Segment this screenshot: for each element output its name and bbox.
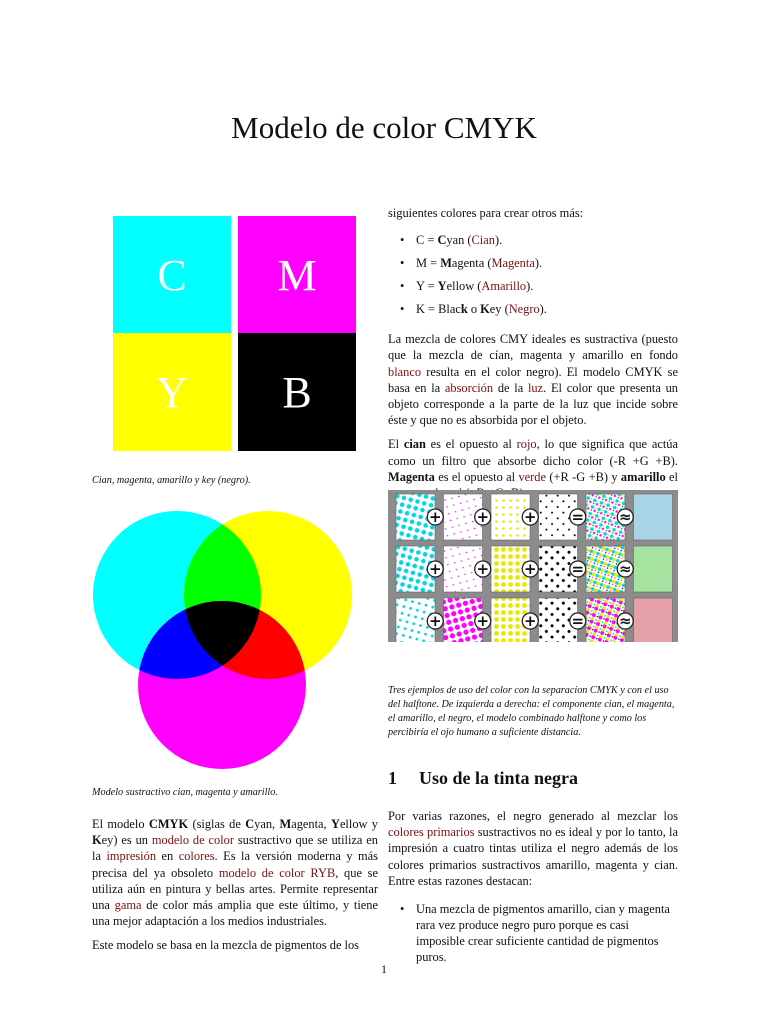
operator-symbol: ≈ [618, 612, 632, 630]
subtractive-venn-diagram [92, 505, 352, 770]
link-impresion[interactable]: impresión [106, 849, 157, 864]
cyan-square [113, 216, 231, 334]
link-modelo-de-color[interactable]: modelo de color [151, 833, 234, 848]
figure-caption-venn: Modelo sustractivo cian, magenta y amarillo. [92, 787, 278, 798]
list-item: • K = Black o Key (Negro). [388, 301, 678, 317]
list-item: • Una mezcla de pigmentos amarillo, cian y magenta rara vez produce negro puro porque es casi imposible crear suficiente cantidad de pigmentos puros. [388, 901, 678, 965]
figure-caption-cmyk: Cian, magenta, amarillo y key (negro). [92, 475, 251, 486]
operator-symbol: = [571, 508, 585, 526]
link-amarillo[interactable]: Amarillo [481, 279, 527, 294]
link-modelo-ryb[interactable]: modelo de color RYB [218, 865, 336, 880]
halftone-grid [388, 490, 678, 642]
operator-symbol: + [523, 560, 537, 578]
link-gama[interactable]: gama [114, 898, 142, 913]
operator-symbol: + [428, 560, 442, 578]
page-title: Modelo de color CMYK [231, 110, 537, 145]
link-rojo[interactable]: rojo [516, 437, 537, 452]
black-ink-paragraph: Por varias razones, el negro generado al mezclar los colores primarios sustractivos no es ideal y por lo tanto, la impresión a cuatro tintas utiliza el negro además de los colores primarios sustractivos amarillo, magenta y cian. Entre estas razones destacan: [388, 809, 678, 888]
magenta-square [238, 216, 356, 334]
perceived-color-cell [634, 546, 673, 592]
operator-symbol: ≈ [618, 560, 632, 578]
cmyk-list [388, 232, 678, 317]
perceived-color-cell [634, 494, 673, 540]
operator-symbol: + [428, 508, 442, 526]
list-item: • Y = Yellow (Amarillo). [388, 278, 678, 294]
subtractive-paragraph: La mezcla de colores CMY ideales es sustractiva (puesto que la mezcla de cían, magenta y amarillo en fondo blanco resulta en el color negro). El modelo CMYK se basa en la absorción de la luz. El color que presenta un objeto corresponde a la parte de la luz que incide sobre éste y que no es absorbida por el objeto. [388, 332, 678, 428]
page-number: 1 [381, 962, 387, 976]
list-item: • C = Cyan (Cian). [388, 232, 678, 248]
link-cian[interactable]: Cian [471, 233, 495, 248]
left-column-text [92, 816, 378, 954]
link-verde[interactable]: verde [518, 469, 546, 484]
list-item: • M = Magenta (Magenta). [388, 255, 678, 271]
operator-symbol: ≈ [618, 508, 632, 526]
section-text [388, 808, 678, 972]
operator-symbol: + [523, 612, 537, 630]
section-heading: 1 Uso de la tinta negra [388, 768, 578, 788]
figure-caption-halftone: Tres ejemplos de uso del color con la separacion CMYK y con el uso del halftone. De izquierda a derecha: el componente cian, el magenta, el amarillo, el negro, el modelo combinado halftone y como los percibiría el ojo humano a suficiente distancia. [388, 685, 675, 738]
square-letter-m: M [277, 250, 317, 300]
yellow-square [113, 333, 231, 451]
colors-intro: siguientes colores para crear otros más: [388, 206, 584, 220]
operator-symbol: = [571, 560, 585, 578]
square-letter-b: B [282, 367, 312, 417]
square-letter-y: Y [156, 367, 188, 417]
operator-symbol: + [476, 508, 490, 526]
intro-paragraph: El modelo CMYK (siglas de Cyan, Magenta, Yellow y Key) es un modelo de color sustractivo que se utiliza en la impresión en colores. Es la versión moderna y más precisa del ya obsoleto modelo de color RYB, que se utiliza aún en pintura y bellas artes. Permite representar una gama de color más amplia que este último, y tiene una mejor adaptación a los medios industriales. [92, 817, 379, 929]
square-letter-c: C [157, 250, 187, 300]
pigments-paragraph: Este modelo se basa en la mezcla de pigmentos de los [92, 938, 360, 953]
operator-symbol: + [476, 560, 490, 578]
link-absorcion[interactable]: absorción [444, 380, 494, 395]
operator-symbol: + [523, 508, 537, 526]
black-square [238, 333, 356, 451]
link-negro[interactable]: Negro [508, 302, 540, 317]
perceived-color-cell [634, 598, 673, 642]
link-luz[interactable]: luz [527, 380, 544, 395]
halftone-figure [388, 490, 678, 642]
link-colores[interactable]: colores [178, 849, 215, 864]
link-blanco[interactable]: blanco [388, 364, 422, 379]
link-magenta[interactable]: Magenta [491, 256, 535, 271]
opposites-paragraph: El cian es el opuesto al rojo, lo que significa que actúa como un filtro que absorbe dicho color (-R +G +B). Magenta es el opuesto al verde (+R -G +B) y amarillo el [388, 436, 678, 501]
right-column-text [388, 205, 678, 501]
operator-symbol: + [476, 612, 490, 630]
link-colores-primarios[interactable]: colores primarios [388, 825, 475, 840]
reasons-list [388, 901, 678, 965]
operator-symbol: + [428, 612, 442, 630]
operator-symbol: = [571, 612, 585, 630]
